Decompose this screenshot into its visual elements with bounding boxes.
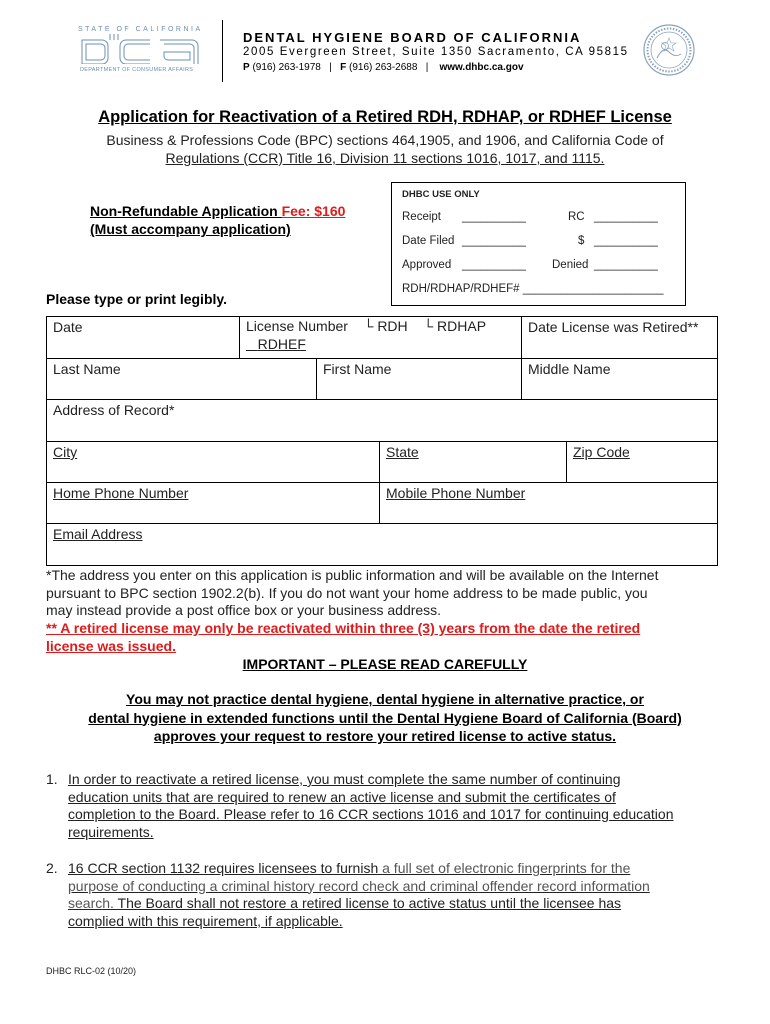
receipt-label: Receipt <box>402 211 441 223</box>
middle-name-field[interactable] <box>522 359 718 400</box>
city-field[interactable] <box>47 442 380 483</box>
address-note-line-2: pursuant to BPC section 1902.2(b). If you do not want your home address to be made public, you <box>46 584 648 601</box>
dhbc-use-heading: DHBC USE ONLY <box>402 189 480 200</box>
denied-blank: __________ <box>594 259 658 271</box>
approved-row <box>402 259 658 271</box>
item-2-line-3b: The Board shall not restore a retired license to active status until the licensee has <box>117 895 622 911</box>
denied-label: Denied <box>552 259 589 271</box>
item-1-line-3: completion to the Board. Please refer to 16 CCR sections 1016 and 1017 for continuing education <box>68 806 674 822</box>
license-number-blank: ______________________ <box>522 283 664 295</box>
mobile-phone-field[interactable] <box>380 483 718 524</box>
form-code: DHBC RLC-02 (10/20) <box>46 966 137 976</box>
item-1-line-1: In order to reactivate a retired license, you must complete the same number of continuing <box>68 771 621 787</box>
fee-label: Non-Refundable Application <box>90 203 282 219</box>
rdhap-option-label: RDHAP <box>437 318 487 334</box>
item-2-line-2: purpose of conducting a criminal history record check and criminal offender record information <box>68 877 650 894</box>
retired-note-line-2: license was issued. <box>46 637 176 654</box>
approved-blank: __________ <box>462 259 526 271</box>
print-instruction: Please type or print legibly. <box>46 291 228 307</box>
fax-label: F <box>340 62 347 73</box>
item-number: 1. <box>46 771 58 787</box>
retired-license-note <box>46 620 726 655</box>
application-form <box>46 316 718 566</box>
item-1-line-2: education units that are required to renew an active license and submit the certificates of <box>68 788 616 805</box>
email-label: Email Address <box>53 526 143 542</box>
subtitle-line-1: Business & Professions Code (BPC) sections 464,1905, and 1906, and California Code of <box>106 132 664 148</box>
item-1-line-4: requirements. <box>68 823 154 840</box>
item-number: 2. <box>46 860 58 876</box>
license-number-field[interactable] <box>240 317 522 359</box>
address-public-note <box>46 567 726 620</box>
board-contact: P (916) 263-1978 | F (916) 263-2688 | www.dhbc.ca.gov <box>243 62 524 73</box>
rdh-checkbox[interactable]: └ <box>363 318 374 334</box>
last-name-label: Last Name <box>53 361 121 377</box>
warning-line-3: approves your request to restore your retired license to active status. <box>153 728 617 744</box>
middle-name-label: Middle Name <box>528 361 611 377</box>
zip-code-field[interactable] <box>567 442 718 483</box>
phone-number: (916) 263-1978 <box>252 62 321 73</box>
city-label: City <box>53 444 78 460</box>
dhbc-use-only-box <box>391 182 686 306</box>
rdhef-checkbox[interactable] <box>246 336 258 352</box>
dollar-blank: __________ <box>594 235 658 247</box>
rc-blank: __________ <box>594 211 658 223</box>
address-note-line-1: *The address you enter on this application is public information and will be available on the Internet <box>46 567 659 583</box>
retired-note-line-1: ** A retired license may only be reactivated within three (3) years from the date the retired <box>46 620 641 636</box>
warning-line-1: You may not practice dental hygiene, dental hygiene in alternative practice, or <box>126 691 644 707</box>
date-filed-row <box>402 235 658 247</box>
subtitle-line-2: Regulations (CCR) Title 16, Division 11 sections 1016, 1017, and 1115. <box>165 150 605 166</box>
board-name: DENTAL HYGIENE BOARD OF CALIFORNIA <box>243 30 582 45</box>
rdh-option-label: RDH <box>377 318 408 334</box>
receipt-row <box>402 211 658 223</box>
application-fee <box>90 202 345 238</box>
list-item <box>46 771 726 843</box>
list-item <box>46 860 726 932</box>
date-retired-label: Date License was Retired** <box>528 319 699 335</box>
email-field[interactable] <box>47 524 718 565</box>
page-title: Application for Reactivation of a Retired RDH, RDHAP, or RDHEF License <box>98 108 672 126</box>
last-name-field[interactable] <box>47 359 317 400</box>
important-heading: IMPORTANT – PLEASE READ CAREFULLY <box>242 656 528 672</box>
address-field[interactable] <box>47 400 718 442</box>
item-2-line-1b: a full set of electronic fingerprints for the <box>382 860 631 876</box>
date-retired-field[interactable] <box>522 317 718 359</box>
fee-note: (Must accompany application) <box>90 221 291 237</box>
phone-label: P <box>243 62 250 73</box>
board-address: 2005 Evergreen Street, Suite 1350 Sacramento, CA 95815 <box>243 46 629 58</box>
website-link[interactable]: www.dhbc.ca.gov <box>439 62 524 73</box>
license-number-field-label: License Number <box>246 318 348 334</box>
item-2-line-1a: 16 CCR section 1132 requires licensees to furnish <box>68 860 383 876</box>
home-phone-field[interactable] <box>47 483 380 524</box>
first-name-label: First Name <box>323 361 392 377</box>
item-2-line-3a: search. <box>68 895 118 911</box>
dca-logo <box>80 34 208 64</box>
license-number-row <box>402 283 664 295</box>
address-note-line-3: may instead provide a post office box or your business address. <box>46 602 442 618</box>
state-field[interactable] <box>380 442 567 483</box>
warning-line-2: dental hygiene in extended functions until the Dental Hygiene Board of California (Board) <box>88 709 682 726</box>
state-of-california-label: STATE OF CALIFORNIA <box>78 26 203 33</box>
receipt-blank: __________ <box>462 211 526 223</box>
date-filed-label: Date Filed <box>402 235 455 247</box>
fee-amount: Fee: $160 <box>281 203 346 219</box>
mobile-phone-label: Mobile Phone Number <box>386 485 526 501</box>
zip-code-label: Zip Code <box>573 444 630 460</box>
home-phone-label: Home Phone Number <box>53 485 189 501</box>
state-seal-icon <box>643 24 695 76</box>
address-label: Address of Record* <box>53 402 175 418</box>
fax-number: (916) 263-2688 <box>349 62 418 73</box>
license-number-label: RDH/RDHAP/RDHEF# <box>402 283 520 295</box>
department-label: DEPARTMENT OF CONSUMER AFFAIRS <box>80 67 194 73</box>
practice-warning <box>30 690 740 746</box>
rc-label: RC <box>568 211 585 223</box>
header-divider <box>222 20 223 82</box>
item-2-line-4: complied with this requirement, if applicable. <box>68 912 343 929</box>
date-label: Date <box>53 319 83 335</box>
state-label: State <box>386 444 419 460</box>
page-subtitle <box>0 131 770 167</box>
dollar-label: $ <box>578 235 585 247</box>
first-name-field[interactable] <box>317 359 522 400</box>
approved-label: Approved <box>402 259 452 271</box>
date-filed-blank: __________ <box>462 235 526 247</box>
date-field[interactable] <box>47 317 240 359</box>
rdhap-checkbox[interactable]: └ <box>423 318 434 334</box>
rdhef-option-label: RDHEF <box>257 336 306 352</box>
